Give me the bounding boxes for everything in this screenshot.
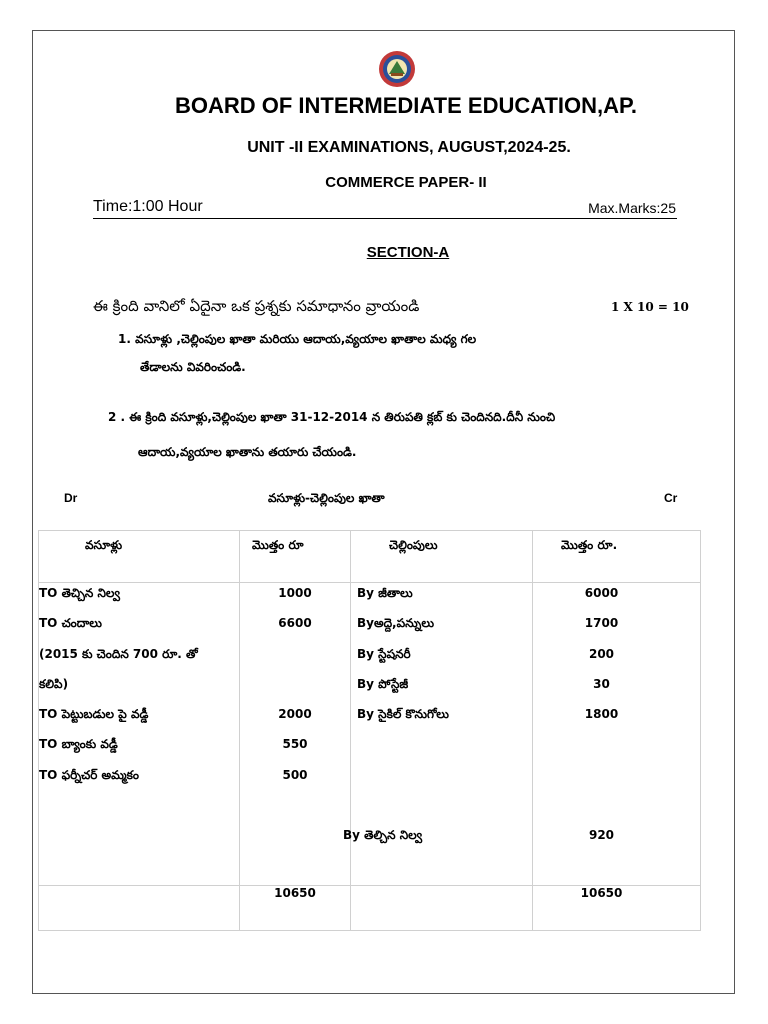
payment-item-amount <box>533 765 670 795</box>
board-title: BOARD OF INTERMEDIATE EDUCATION,AP. <box>174 93 637 118</box>
payment-item-label <box>357 734 532 764</box>
max-marks: Max.Marks:25 <box>588 200 676 216</box>
receipt-item-label: కలిపి) <box>39 676 69 691</box>
payment-item-label: Byఅద్దె,పన్నులు <box>357 616 434 631</box>
header-rule <box>93 218 677 219</box>
total-receipts: 10650 <box>240 886 351 931</box>
payment-item-label: By సైకిల్ కొనుగోలు <box>357 707 449 722</box>
table-header-row <box>39 531 701 583</box>
account-title: వసూళ్లు-చెల్లింపుల ఖాతా <box>268 491 385 505</box>
section-heading: SECTION-A <box>366 244 450 261</box>
total-receipts-label-cell <box>39 886 240 931</box>
question-2-line-1: 2 . ఈ క్రింది వసూళ్లు,చెల్లింపుల ఖాతా 31-12-2014 న తిరుపతి క్లబ్ కు చెందినది.దీనీ నుంచి <box>108 410 556 424</box>
exam-title: UNIT -II EXAMINATIONS, AUGUST,2024-25. <box>247 139 571 156</box>
payment-item-amount: 6000 <box>584 586 619 600</box>
receipts-payments-table <box>38 530 701 931</box>
table-body-row <box>39 583 701 886</box>
payment-item-label: By స్టేషనరీ <box>357 646 411 661</box>
payment-item-amount: 200 <box>588 646 615 661</box>
question-1-line-2: తేడాలను వివరించండి. <box>140 360 246 374</box>
payment-item-amount: 1800 <box>584 707 619 722</box>
receipt-item-label: TO బ్యాంకు వడ్డీ <box>39 737 118 752</box>
receipt-item-amount <box>240 644 350 674</box>
instruction-text: ఈ క్రింది వానిలో ఏదైనా ఒక ప్రశ్నకు సమాధానం వ్రాయండి <box>93 297 420 315</box>
payments-amounts-column <box>533 583 701 886</box>
header-payments-amount: మొత్తం రూ. <box>533 531 701 583</box>
header-receipts: వసూళ్లు <box>39 531 240 583</box>
total-payments-label-cell <box>351 886 533 931</box>
receipt-item-label: TO చందాలు <box>39 616 102 631</box>
payment-item-label: By జీతాలు <box>357 586 413 600</box>
total-payments: 10650 <box>533 886 701 931</box>
receipts-labels-column <box>39 583 240 886</box>
debit-label: Dr <box>64 491 78 505</box>
score-scheme: 1 X 10 = 10 <box>611 300 689 314</box>
payment-item-label: By పోస్టేజీ <box>357 676 409 691</box>
payment-item-amount: 920 <box>588 828 615 843</box>
payments-labels-column <box>343 583 533 886</box>
table-total-row <box>39 886 701 931</box>
payment-item-label: By తెల్చిన నిల్వ <box>343 828 423 843</box>
credit-label: Cr <box>664 491 678 505</box>
question-2-line-2: ఆదాయ,వ్యయాల ఖాతాను తయారు చేయండి. <box>138 445 357 459</box>
payment-item-amount <box>533 734 670 764</box>
receipt-item-label: TO పెట్టుబడుల పై వడ్డీ <box>39 707 149 722</box>
header-receipts-amount: మొత్తం రూ <box>240 531 351 583</box>
receipt-item-label: TO తెచ్చిన నిల్వ <box>39 586 120 600</box>
header-payments: చెల్లింపులు <box>351 531 533 583</box>
board-seal-logo <box>378 50 416 88</box>
paper-title: COMMERCE PAPER- II <box>325 174 487 191</box>
payment-item-amount: 30 <box>593 676 610 691</box>
receipt-item-amount: 550 <box>282 737 308 752</box>
exam-time: Time:1:00 Hour <box>93 198 203 215</box>
receipt-item-amount <box>240 674 350 704</box>
receipt-item-amount: 2000 <box>278 707 312 722</box>
receipt-item-amount: 500 <box>282 767 308 782</box>
payment-item-amount <box>533 795 670 825</box>
receipt-item-label: (2015 కు చెందిన 700 రూ. తో <box>39 646 198 661</box>
payment-item-label <box>357 795 532 825</box>
receipt-item-label: TO ఫర్నీచర్ అమ్మకం <box>39 767 140 782</box>
receipt-item-amount: 6600 <box>278 616 312 631</box>
receipts-amounts-column <box>240 583 351 886</box>
receipt-item-amount: 1000 <box>278 586 312 600</box>
question-1-line-1: 1. వసూళ్లు ,చెల్లింపుల ఖాతా మరియు ఆదాయ,వ్యయాల ఖాతాల మధ్య గల <box>118 332 477 346</box>
payment-item-amount: 1700 <box>584 616 619 631</box>
payment-item-label <box>357 765 532 795</box>
